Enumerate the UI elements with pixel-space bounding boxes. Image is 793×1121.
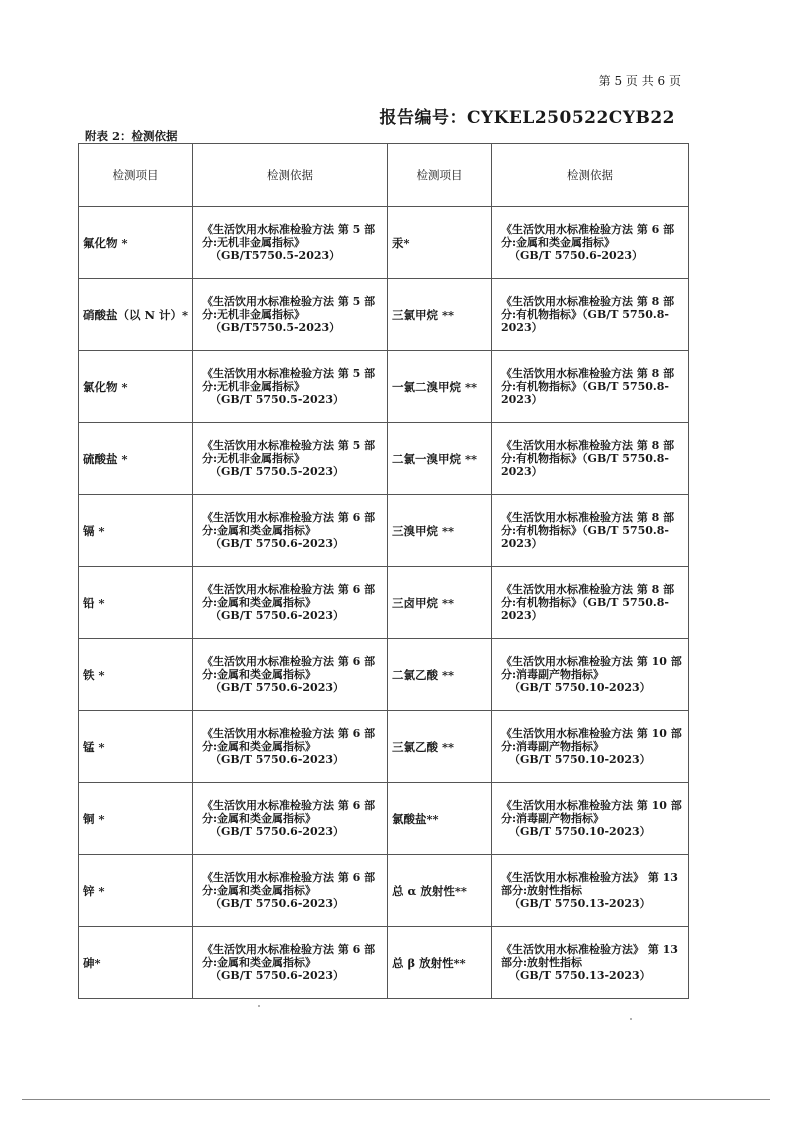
test-item: 总 α 放射性**: [388, 855, 492, 927]
basis-line: 《生活饮用水标准检验方法 第 10 部: [501, 655, 682, 668]
header-basis-right: 检测依据: [492, 144, 689, 207]
basis-line: （GB/T 5750.10-2023）: [509, 753, 651, 766]
test-basis: [193, 927, 388, 999]
basis-line: （GB/T 5750.6-2023）: [210, 681, 345, 694]
test-item: 锰 *: [79, 711, 193, 783]
basis-line: 分:金属和类金属指标》: [501, 236, 616, 249]
test-basis: [492, 279, 689, 351]
test-item: 三氯甲烷 **: [388, 279, 492, 351]
table-row: [79, 783, 689, 855]
table-caption: 附表 2：检测依据: [85, 129, 178, 143]
basis-line: 分:有机物指标》（GB/T 5750.8-2023）: [501, 452, 669, 478]
test-basis: [193, 639, 388, 711]
basis-line: 分:金属和类金属指标》: [202, 812, 317, 825]
basis-line: （GB/T 5750.6-2023）: [210, 897, 345, 910]
basis-line: 《生活饮用水标准检验方法 第 8 部: [501, 511, 675, 524]
test-basis: [492, 567, 689, 639]
basis-line: 部分:放射性指标: [501, 884, 583, 897]
test-basis: [492, 495, 689, 567]
test-basis: [193, 207, 388, 279]
basis-line: 《生活饮用水标准检验方法 第 5 部: [202, 439, 376, 452]
table-row: [79, 423, 689, 495]
table-row: [79, 711, 689, 783]
basis-line: 分:无机非金属指标》: [202, 308, 306, 321]
report-number: 报告编号：CYKEL250522CYB22: [379, 108, 675, 128]
table-row: [79, 207, 689, 279]
basis-line: 《生活饮用水标准检验方法 第 5 部: [202, 223, 376, 236]
test-item: 汞*: [388, 207, 492, 279]
basis-line: 分:金属和类金属指标》: [202, 884, 317, 897]
test-basis: [193, 279, 388, 351]
table-row: [79, 351, 689, 423]
basis-line: （GB/T5750.5-2023）: [210, 249, 341, 262]
basis-line: 《生活饮用水标准检验方法》 第 13: [501, 871, 678, 884]
test-item: 总 β 放射性**: [388, 927, 492, 999]
test-basis: [193, 783, 388, 855]
table-header-row: [79, 144, 689, 207]
test-basis: [193, 423, 388, 495]
basis-line: （GB/T 5750.10-2023）: [509, 681, 651, 694]
basis-line: （GB/T 5750.6-2023）: [210, 537, 345, 550]
test-item: 氯酸盐**: [388, 783, 492, 855]
table-row: [79, 279, 689, 351]
basis-line: 《生活饮用水标准检验方法 第 6 部: [202, 655, 376, 668]
test-item: 砷*: [79, 927, 193, 999]
basis-line: 《生活饮用水标准检验方法 第 8 部: [501, 583, 675, 596]
basis-line: 《生活饮用水标准检验方法 第 6 部: [202, 583, 376, 596]
test-basis-table: [78, 143, 689, 999]
test-item: 氟化物 *: [79, 207, 193, 279]
basis-line: （GB/T 5750.6-2023）: [509, 249, 644, 262]
table-row: [79, 927, 689, 999]
basis-line: （GB/T 5750.5-2023）: [210, 393, 345, 406]
table-row: [79, 567, 689, 639]
basis-line: （GB/T 5750.6-2023）: [210, 969, 345, 982]
page-number: 第 5 页 共 6 页: [598, 74, 681, 88]
scan-speck: [630, 1018, 632, 1020]
basis-line: 分:金属和类金属指标》: [202, 740, 317, 753]
basis-line: 《生活饮用水标准检验方法 第 5 部: [202, 367, 376, 380]
test-item: 铅 *: [79, 567, 193, 639]
basis-line: 分:金属和类金属指标》: [202, 596, 317, 609]
test-item: 氯化物 *: [79, 351, 193, 423]
test-basis: [193, 711, 388, 783]
basis-line: 《生活饮用水标准检验方法 第 6 部: [501, 223, 675, 236]
basis-line: （GB/T 5750.6-2023）: [210, 753, 345, 766]
basis-line: 分:无机非金属指标》: [202, 236, 306, 249]
table-row: [79, 639, 689, 711]
test-item: 铜 *: [79, 783, 193, 855]
basis-line: （GB/T 5750.6-2023）: [210, 825, 345, 838]
basis-line: 《生活饮用水标准检验方法 第 5 部: [202, 295, 376, 308]
test-basis: [193, 351, 388, 423]
basis-line: （GB/T 5750.5-2023）: [210, 465, 345, 478]
basis-line: 《生活饮用水标准检验方法 第 8 部: [501, 367, 675, 380]
test-basis: [193, 855, 388, 927]
scan-speck: [258, 1005, 260, 1007]
test-item: 锌 *: [79, 855, 193, 927]
test-item: 镉 *: [79, 495, 193, 567]
basis-line: 分:有机物指标》（GB/T 5750.8-2023）: [501, 308, 669, 334]
basis-line: 《生活饮用水标准检验方法 第 8 部: [501, 439, 675, 452]
test-basis: [193, 567, 388, 639]
basis-line: 《生活饮用水标准检验方法 第 10 部: [501, 799, 682, 812]
basis-line: 分:有机物指标》（GB/T 5750.8-2023）: [501, 524, 669, 550]
test-basis: [492, 855, 689, 927]
basis-line: （GB/T 5750.10-2023）: [509, 825, 651, 838]
scan-edge-line: [22, 1099, 770, 1100]
test-basis: [492, 711, 689, 783]
basis-line: 《生活饮用水标准检验方法 第 6 部: [202, 511, 376, 524]
basis-line: 《生活饮用水标准检验方法 第 10 部: [501, 727, 682, 740]
header-item-left: 检测项目: [79, 144, 193, 207]
test-item: 二氯乙酸 **: [388, 639, 492, 711]
basis-line: （GB/T 5750.13-2023）: [509, 897, 651, 910]
test-basis: [193, 495, 388, 567]
header-basis-left: 检测依据: [193, 144, 388, 207]
basis-line: 《生活饮用水标准检验方法 第 6 部: [202, 943, 376, 956]
basis-line: （GB/T 5750.6-2023）: [210, 609, 345, 622]
basis-line: 分:无机非金属指标》: [202, 452, 306, 465]
basis-line: 分:金属和类金属指标》: [202, 668, 317, 681]
table-row: [79, 855, 689, 927]
basis-line: 《生活饮用水标准检验方法 第 6 部: [202, 871, 376, 884]
basis-line: 分:消毒副产物指标》: [501, 668, 605, 681]
test-item: 二氯一溴甲烷 **: [388, 423, 492, 495]
test-basis: [492, 423, 689, 495]
test-item: 硝酸盐（以 N 计）*: [79, 279, 193, 351]
test-basis: [492, 351, 689, 423]
test-item: 三溴甲烷 **: [388, 495, 492, 567]
test-item: 三氯乙酸 **: [388, 711, 492, 783]
test-basis: [492, 783, 689, 855]
basis-line: （GB/T5750.5-2023）: [210, 321, 341, 334]
basis-line: 分:金属和类金属指标》: [202, 956, 317, 969]
basis-line: 《生活饮用水标准检验方法 第 6 部: [202, 799, 376, 812]
basis-line: 分:金属和类金属指标》: [202, 524, 317, 537]
basis-line: 分:消毒副产物指标》: [501, 740, 605, 753]
basis-line: 分:有机物指标》（GB/T 5750.8-2023）: [501, 380, 669, 406]
test-basis: [492, 207, 689, 279]
basis-line: 分:消毒副产物指标》: [501, 812, 605, 825]
test-item: 铁 *: [79, 639, 193, 711]
header-item-right: 检测项目: [388, 144, 492, 207]
test-basis: [492, 927, 689, 999]
basis-line: 《生活饮用水标准检验方法 第 6 部: [202, 727, 376, 740]
basis-line: 《生活饮用水标准检验方法》 第 13: [501, 943, 678, 956]
test-item: 三卤甲烷 **: [388, 567, 492, 639]
basis-line: 部分:放射性指标: [501, 956, 583, 969]
basis-line: 分:有机物指标》（GB/T 5750.8-2023）: [501, 596, 669, 622]
basis-line: 《生活饮用水标准检验方法 第 8 部: [501, 295, 675, 308]
basis-line: （GB/T 5750.13-2023）: [509, 969, 651, 982]
test-item: 一氯二溴甲烷 **: [388, 351, 492, 423]
table-row: [79, 495, 689, 567]
basis-line: 分:无机非金属指标》: [202, 380, 306, 393]
test-item: 硫酸盐 *: [79, 423, 193, 495]
test-basis: [492, 639, 689, 711]
